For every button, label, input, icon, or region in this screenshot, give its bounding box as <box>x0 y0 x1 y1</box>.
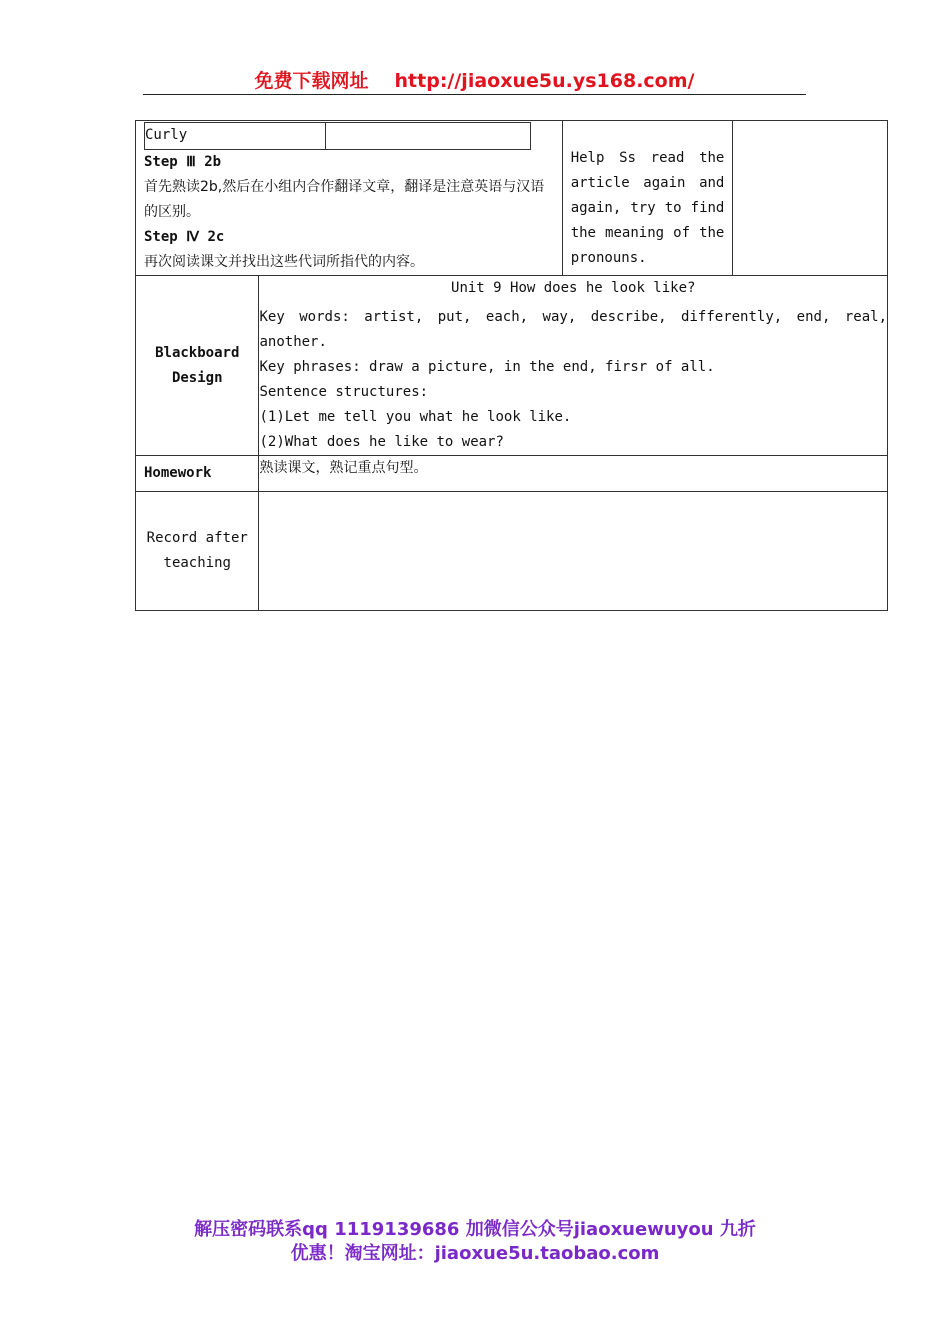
curly-inner-table <box>144 122 531 150</box>
curly-empty-cell <box>326 123 531 150</box>
record-row <box>136 492 888 611</box>
step4-title: Step Ⅳ 2c <box>144 229 225 245</box>
header-banner <box>143 68 806 95</box>
blackboard-unit-title: Unit 9 How does he look like? <box>451 280 696 296</box>
step3-title: Step Ⅲ 2b <box>144 154 222 170</box>
key-words: Key words: artist, put, each, way, describe, differently, end, real, another. <box>259 309 887 350</box>
homework-label: Homework <box>136 456 259 492</box>
step4-text: 再次阅读课文并找出这些代词所指代的内容。 <box>144 254 424 270</box>
blackboard-label-cell <box>136 276 259 456</box>
homework-text: 熟读课文，熟记重点句型。 <box>259 456 888 492</box>
lesson-table <box>135 120 888 611</box>
record-content-cell <box>259 492 888 611</box>
help-line: Help Ss read the <box>570 150 725 166</box>
curly-cell: Curly <box>145 123 326 150</box>
record-label-cell <box>136 492 259 611</box>
help-line: pronouns. <box>570 250 647 266</box>
empty-notes-cell <box>733 121 888 276</box>
homework-row <box>136 456 888 492</box>
sentence-2: (2)What does he like to wear? <box>259 434 504 450</box>
step3-text: 首先熟读2b,然后在小组内合作翻译文章，翻译是注意英语与汉语的区别。 <box>144 179 545 220</box>
sentence-structures-label: Sentence structures: <box>259 384 429 400</box>
footer-line-2: 优惠！淘宝网址：jiaoxue5u.taobao.com <box>290 1243 660 1264</box>
process-steps-cell <box>136 121 563 276</box>
key-phrases: Key phrases: draw a picture, in the end, firsr of all. <box>259 359 715 375</box>
blackboard-row <box>136 276 888 456</box>
header-url-link[interactable]: http://jiaoxue5u.ys168.com/ <box>394 70 695 92</box>
footer-line-1: 解压密码联系qq 1119139686 加微信公众号jiaoxuewuyou 九折 <box>194 1219 756 1240</box>
help-cell <box>562 121 733 276</box>
process-row <box>136 121 888 276</box>
header-free-download-label: 免费下载网址 <box>254 70 369 92</box>
help-line: article again and <box>570 175 725 191</box>
blackboard-label: Blackboard <box>155 344 240 361</box>
help-line: the meaning of the <box>570 225 725 241</box>
teaching-label: teaching <box>163 555 231 571</box>
help-line: again, try to find <box>570 200 725 216</box>
record-after-label: Record after <box>146 530 248 546</box>
design-label: Design <box>171 369 223 386</box>
blackboard-content-cell <box>259 276 888 456</box>
sentence-1: (1)Let me tell you what he look like. <box>259 409 572 425</box>
